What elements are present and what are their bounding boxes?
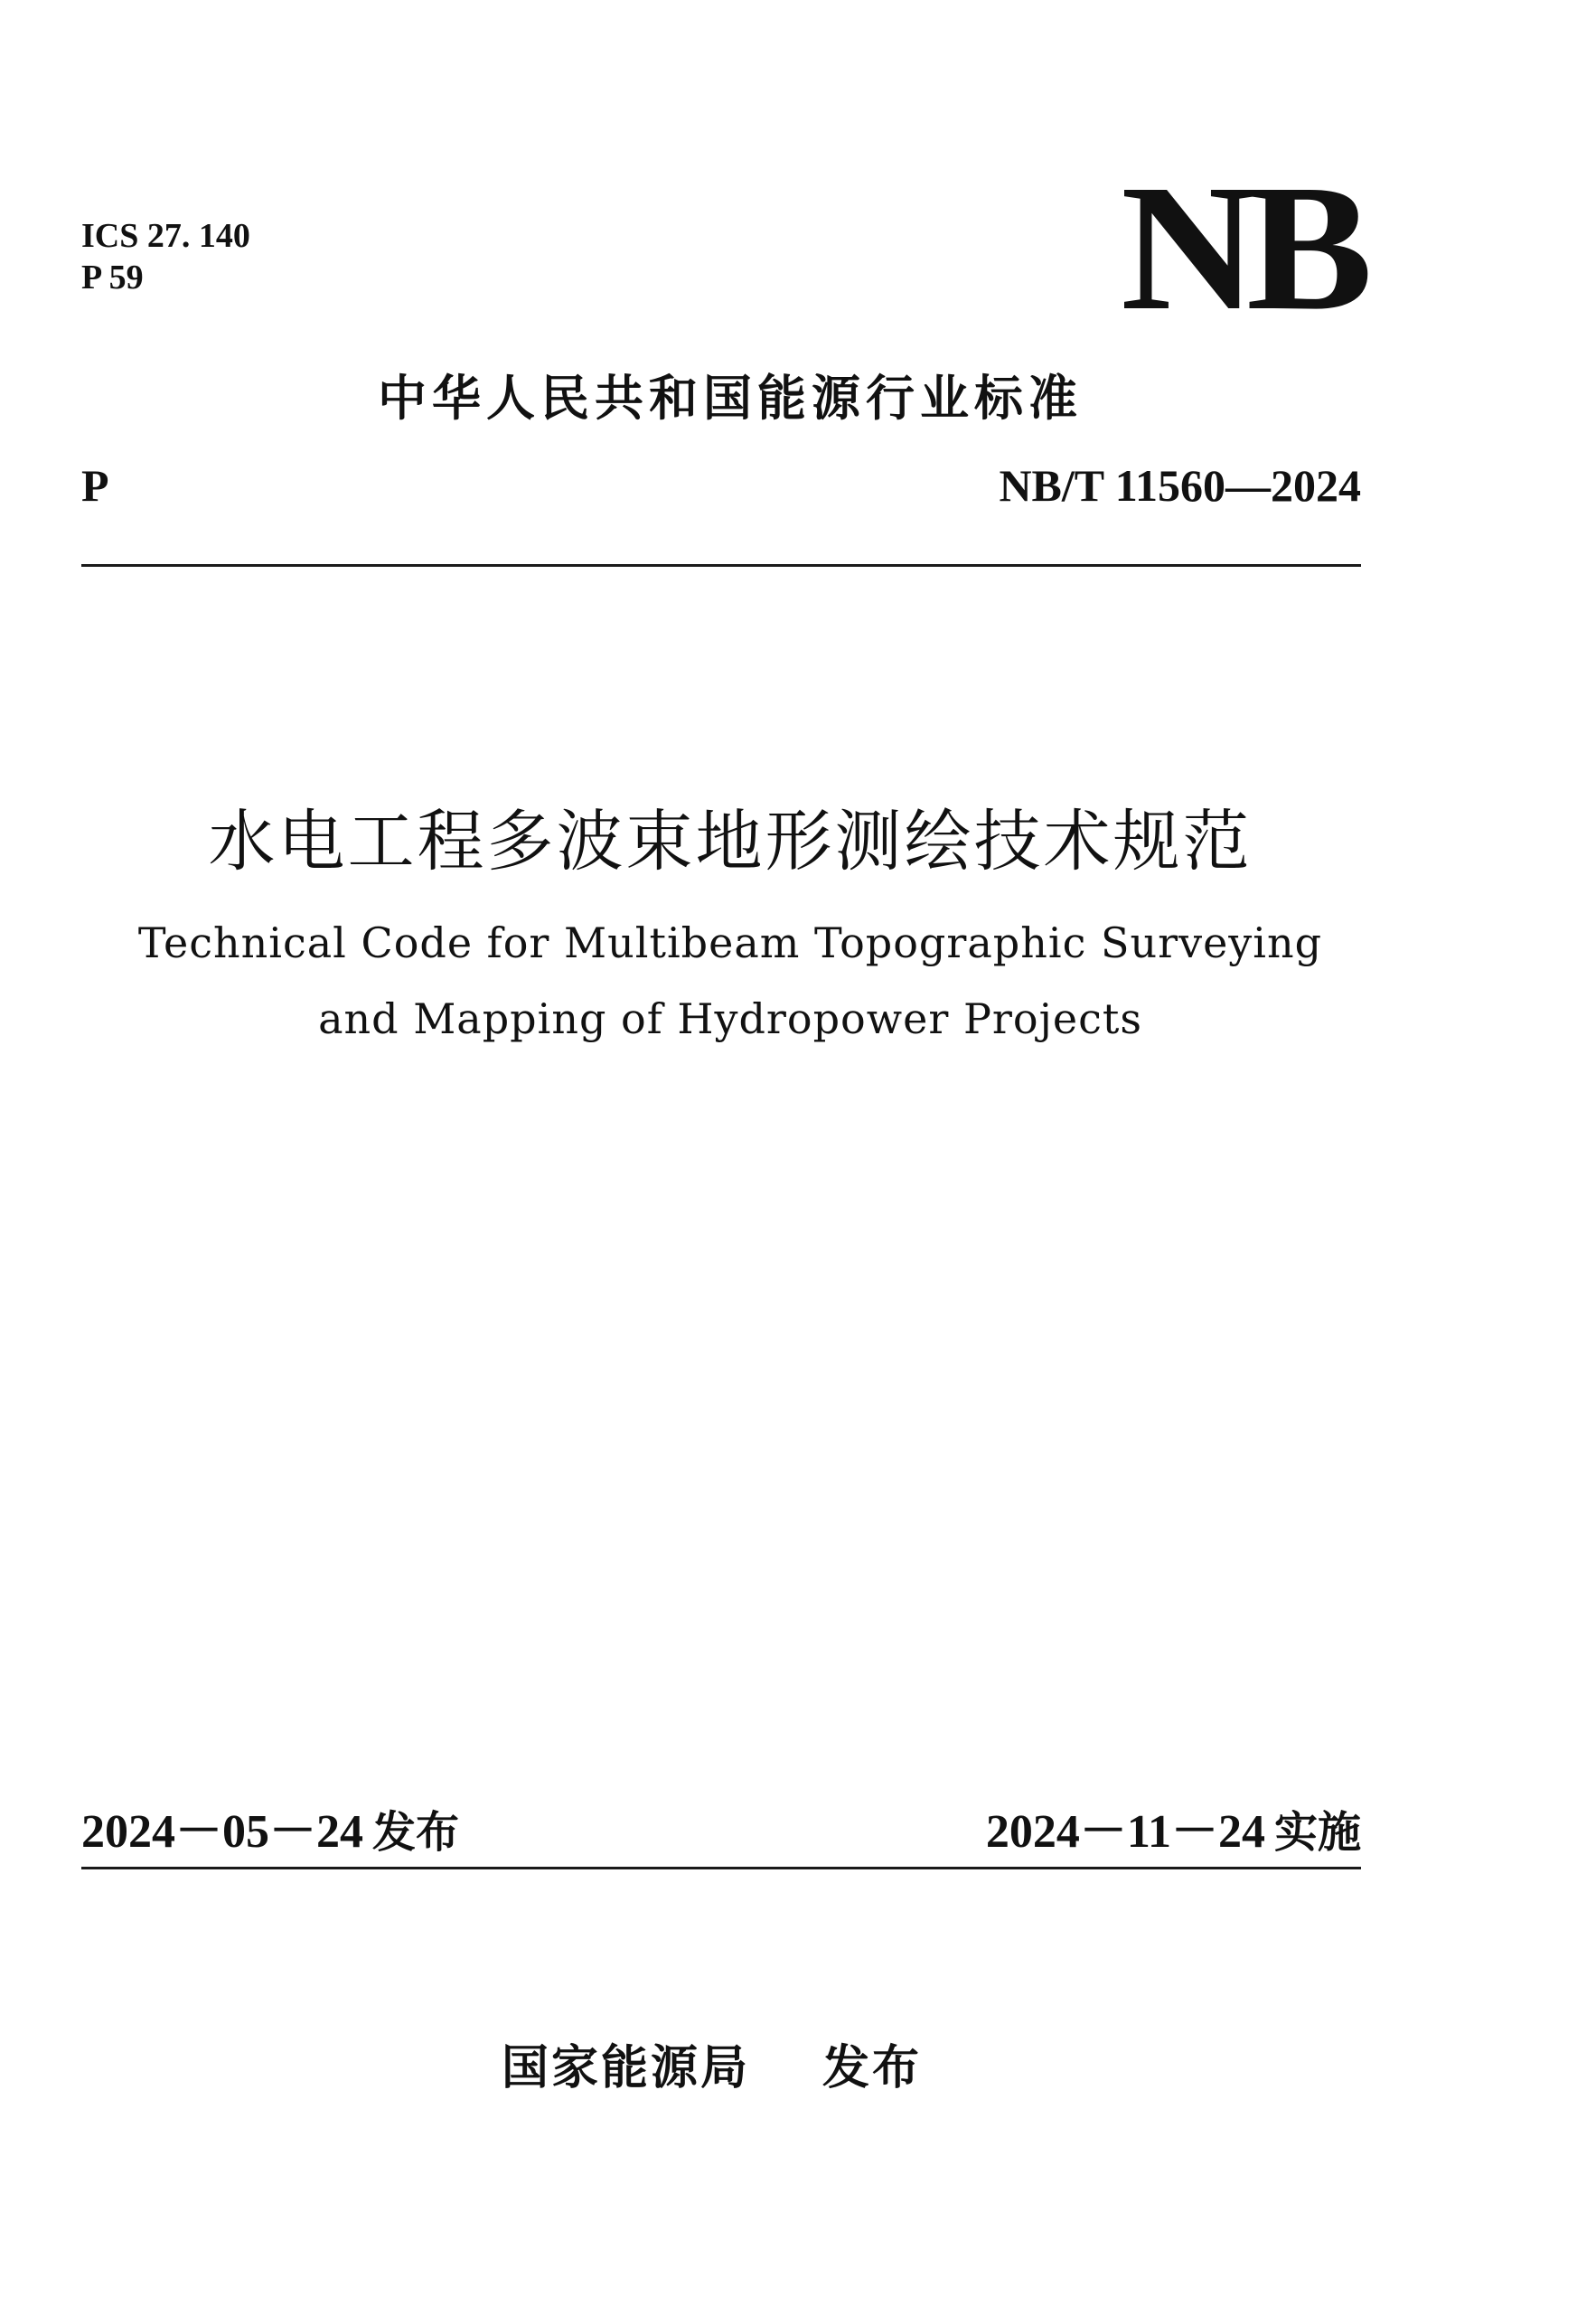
publisher-block — [502, 2029, 922, 2097]
document-title-chinese: 水电工程多波束地形测绘技术规范 — [208, 803, 1253, 880]
effective-date-block — [986, 1793, 1361, 1860]
issue-date-block — [81, 1793, 459, 1860]
publisher-action: 发布 — [822, 2041, 923, 2095]
industry-standard-title: 中华人民共和国能源行业标准 — [378, 370, 1083, 427]
standard-category: P — [81, 460, 109, 511]
ccs-code: P 59 — [81, 259, 144, 297]
publisher-name: 国家能源局 — [502, 2041, 751, 2095]
effective-date: 2024－11－24 — [985, 1806, 1265, 1858]
nb-logo: NB — [1121, 148, 1362, 348]
header-divider — [81, 564, 1361, 567]
issue-label: 发布 — [372, 1807, 460, 1858]
footer-divider — [81, 1867, 1361, 1869]
ics-code: ICS 27. 140 — [81, 217, 250, 255]
classification-codes — [81, 215, 250, 298]
standard-number: NB/T 11560—2024 — [999, 460, 1361, 511]
document-title-english-line1: Technical Code for Multibeam Topographic Surveying — [137, 918, 1323, 967]
effective-label: 实施 — [1273, 1807, 1361, 1858]
issue-date: 2024－05－24 — [81, 1806, 364, 1858]
document-title-english-line2: and Mapping of Hydropower Projects — [318, 994, 1142, 1043]
